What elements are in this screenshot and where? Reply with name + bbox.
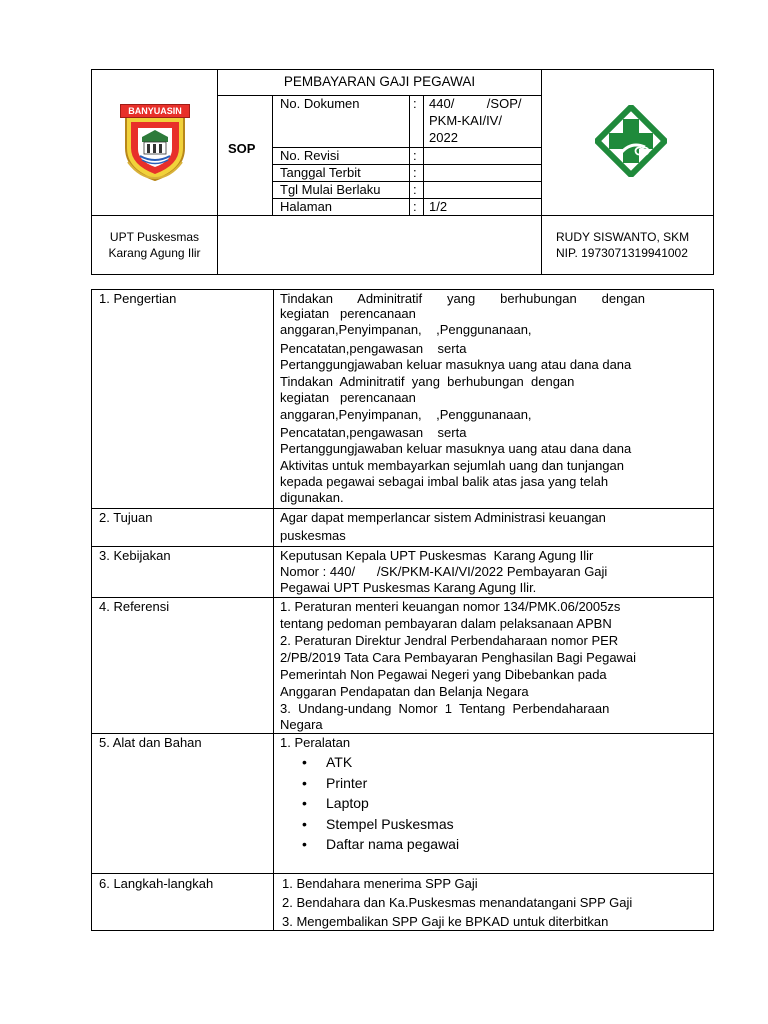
bullet-icon: • — [302, 754, 307, 770]
section-label-langkah: 6. Langkah-langkah — [99, 876, 214, 891]
referensi-line: 2. Peraturan Direktur Jendral Perbendaharaan nomor PER — [280, 633, 619, 648]
bullet-icon: • — [302, 795, 307, 812]
meta-value-no-dokumen: 440/ /SOP/ — [429, 96, 522, 111]
meta-label-no-revisi: No. Revisi — [280, 148, 340, 163]
sop-label: SOP — [228, 141, 256, 156]
pengertian-line: Tindakan Adminitratif yang berhubungan dengan — [280, 374, 575, 389]
list-item: • Laptop — [326, 793, 459, 814]
section-label-tujuan: 2. Tujuan — [99, 510, 153, 525]
meta-value-no-dokumen: 2022 — [429, 130, 458, 145]
meta-label-halaman: Halaman — [280, 199, 333, 214]
pengertian-line: kegiatan perencanaan — [280, 306, 416, 321]
pengertian-line: Pertanggungjawaban keluar masuknya uang atau dana dana — [280, 357, 632, 372]
list-item: • Printer — [326, 773, 459, 794]
kebijakan-line: Nomor : 440/ /SK/PKM-KAI/VI/2022 Pembayaran Gaji — [280, 564, 608, 579]
section-label-pengertian: 1. Pengertian — [99, 291, 177, 306]
kebijakan-line: Pegawai UPT Puskesmas Karang Agung Ilir. — [280, 580, 537, 595]
list-item: • Daftar nama pegawai — [326, 834, 459, 855]
meta-label-no-dokumen: No. Dokumen — [280, 96, 360, 111]
referensi-line: Negara — [280, 717, 323, 732]
meta-value-no-dokumen: PKM-KAI/IV/ — [429, 113, 502, 128]
document-title: PEMBAYARAN GAJI PEGAWAI — [283, 74, 476, 89]
pengertian-line: kegiatan perencanaan — [280, 390, 416, 405]
referensi-line: tentang pedoman pembayaran dalam pelaksanaan APBN — [280, 616, 612, 631]
referensi-line: 2/PB/2019 Tata Cara Pembayaran Penghasilan Bagi Pegawai — [280, 650, 637, 665]
section-label-kebijakan: 3. Kebijakan — [99, 548, 171, 563]
meta-colon: : — [413, 199, 417, 214]
meta-colon: : — [413, 148, 417, 163]
langkah-line: 1. Bendahara menerima SPP Gaji — [282, 876, 478, 891]
meta-label-tgl-mulai: Tgl Mulai Berlaku — [280, 182, 381, 197]
pengertian-line: anggaran,Penyimpanan, ,Penggunanaan, — [280, 407, 532, 422]
org-name: UPT Puskesmas — [109, 230, 200, 244]
pengertian-line: Pertanggungjawaban keluar masuknya uang atau dana dana — [280, 441, 632, 456]
section-label-referensi: 4. Referensi — [99, 599, 170, 614]
meta-label-tanggal-terbit: Tanggal Terbit — [280, 165, 361, 180]
alat-heading: 1. Peralatan — [280, 735, 351, 750]
section-label-alat: 5. Alat dan Bahan — [99, 735, 202, 750]
langkah-line: 2. Bendahara dan Ka.Puskesmas menandatangani SPP Gaji — [282, 895, 633, 910]
referensi-line: 1. Peraturan menteri keuangan nomor 134/PMK.06/2005zs — [280, 599, 621, 614]
pengertian-line: anggaran,Penyimpanan, ,Penggunanaan, — [280, 322, 532, 337]
puskesmas-logo — [595, 105, 667, 177]
org-name: Karang Agung Ilir — [108, 246, 201, 260]
pengertian-line: digunakan. — [280, 490, 344, 505]
bullet-icon: • — [302, 815, 307, 832]
pengertian-line: Pencatatan,pengawasan serta — [280, 341, 467, 356]
pengertian-line: Aktivitas untuk membayarkan sejumlah uang dan tunjangan — [280, 458, 624, 473]
alat-list — [302, 752, 460, 855]
tujuan-line: Agar dapat memperlancar sistem Administrasi keuangan — [280, 510, 606, 525]
meta-colon: : — [413, 165, 417, 180]
referensi-line: 3. Undang-undang Nomor 1 Tentang Perbendaharaan — [280, 701, 610, 716]
langkah-line: 3. Mengembalikan SPP Gaji ke BPKAD untuk diterbitkan — [282, 914, 609, 929]
bullet-icon: • — [302, 836, 307, 853]
referensi-line: Anggaran Pendapatan dan Belanja Negara — [280, 684, 529, 699]
signer-name: RUDY SISWANTO, SKM — [556, 230, 690, 244]
banyuasin-logo-banner: BANYUASIN — [120, 104, 190, 118]
list-item: • ATK — [326, 752, 459, 773]
tujuan-line: puskesmas — [280, 528, 346, 543]
signer-nip: NIP. 1973071319941002 — [556, 246, 688, 260]
referensi-line: Pemerintah Non Pegawai Negeri yang Dibebankan pada — [280, 667, 607, 682]
meta-colon: : — [413, 96, 417, 111]
list-item: • Stempel Puskesmas — [326, 814, 459, 835]
pengertian-line: kepada pegawai sebagai imbal balik atas jasa yang telah — [280, 474, 609, 489]
kebijakan-line: Keputusan Kepala UPT Puskesmas Karang Agung Ilir — [280, 548, 594, 563]
pengertian-line: Pencatatan,pengawasan serta — [280, 425, 467, 440]
banyuasin-logo — [120, 104, 190, 182]
pengertian-line: Tindakan Adminitratif yang berhubungan dengan — [280, 291, 645, 306]
meta-value-halaman: 1/2 — [429, 199, 448, 214]
bullet-icon: • — [302, 774, 307, 791]
meta-colon: : — [413, 182, 417, 197]
